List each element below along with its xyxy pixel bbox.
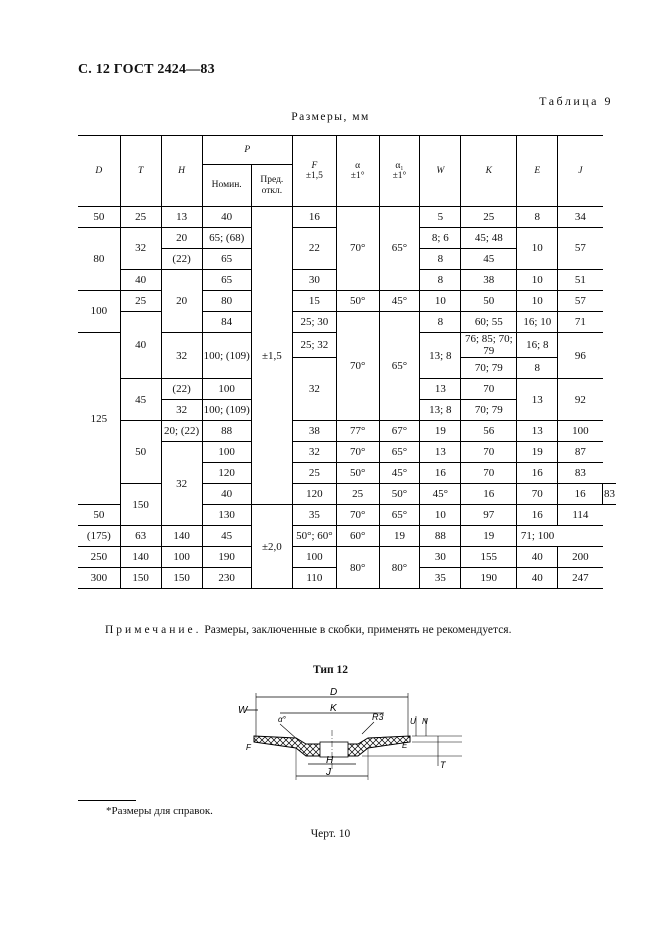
wheel-drawing [232, 686, 464, 792]
table-cell: 56 [461, 421, 517, 442]
table-cell: 57 [558, 291, 603, 312]
header-F: F ±1,5 [292, 136, 336, 207]
table-cell: 20; (22) [161, 421, 202, 442]
table-cell: 51 [558, 270, 603, 291]
table-cell: 70° [336, 442, 379, 463]
table-cell: 200 [558, 547, 603, 568]
table-cell: 50° [336, 291, 379, 312]
table-cell: 15 [292, 291, 336, 312]
label-T: T [440, 760, 446, 770]
table-cell: 30 [420, 547, 461, 568]
table-label: Таблица 9 [539, 94, 613, 108]
table-cell: 50° [379, 484, 420, 505]
table-cell: 80 [78, 228, 120, 291]
label-R3: R3 [372, 712, 384, 722]
table-cell: 70° [336, 505, 379, 526]
table-cell: 25; 32 [292, 333, 336, 358]
table-cell: 16 [420, 463, 461, 484]
table-cell: 83 [603, 484, 617, 505]
label-E: E [402, 741, 408, 750]
table-cell: 5 [420, 207, 461, 228]
table-cell: 300 [78, 568, 120, 589]
table-cell: 120 [202, 463, 251, 484]
table-cell: 38 [292, 421, 336, 442]
table-cell: 70° [336, 312, 379, 421]
table-cell: 60; 55 [461, 312, 517, 333]
table-cell: 13 [161, 207, 202, 228]
table-cell: 25 [461, 207, 517, 228]
table-cell: 114 [558, 505, 603, 526]
table-row [78, 291, 616, 312]
table-cell: 45 [120, 379, 161, 421]
table-cell: 13 [517, 379, 558, 421]
table-cell: 100 [292, 547, 336, 568]
table-cell: 40 [202, 207, 251, 228]
header-alpha: α ±1° [336, 136, 379, 207]
table-cell: 65° [379, 207, 420, 291]
header-K: K [461, 136, 517, 207]
table-cell: 130 [202, 505, 251, 526]
table-cell: 140 [120, 547, 161, 568]
header-alpha1: α₁ ±1° [379, 136, 420, 207]
table-cell: 19 [379, 526, 420, 547]
footnote: *Размеры для справок. [106, 805, 213, 817]
bore [320, 742, 348, 757]
header-D: D [78, 136, 120, 207]
table-cell: 88 [420, 526, 461, 547]
table-cell: 96 [558, 333, 603, 379]
table-cell: 60° [336, 526, 379, 547]
table-cell: 16 [517, 463, 558, 484]
table-row [78, 526, 616, 547]
table-cell: 45 [202, 526, 251, 547]
table-cell: 40 [120, 270, 161, 291]
table-cell: 8 [420, 270, 461, 291]
table-cell: 16; 8 [517, 333, 558, 358]
table-cell: 50 [461, 291, 517, 312]
table-cell: ±2,0 [251, 505, 292, 589]
table-cell: 83 [558, 463, 603, 484]
header-P-nominal: Номин. [202, 165, 251, 207]
table-cell: 40 [517, 568, 558, 589]
table-cell: 32 [292, 358, 336, 421]
table-row [78, 207, 616, 228]
table-cell: 34 [558, 207, 603, 228]
table-cell: 25 [336, 484, 379, 505]
label-F: F [246, 743, 251, 752]
label-J: J [326, 767, 331, 778]
table-cell: 10 [517, 228, 558, 270]
table-cell: 10 [517, 291, 558, 312]
table-cell: 100 [202, 442, 251, 463]
table-cell: 16 [558, 484, 603, 505]
header-W: W [420, 136, 461, 207]
table-cell: 63 [120, 526, 161, 547]
table-cell: 13 [420, 442, 461, 463]
table-cell: 45; 48 [461, 228, 517, 249]
table-cell: 25 [292, 463, 336, 484]
table-cell: 40 [202, 484, 251, 505]
table-cell: 32 [120, 228, 161, 270]
table-cell: 77° [336, 421, 379, 442]
label-N: N [422, 717, 428, 726]
table-cell: 25 [120, 291, 161, 312]
table-cell: 13 [420, 379, 461, 400]
table-cell: 16; 10 [517, 312, 558, 333]
table-cell: (175) [78, 526, 120, 547]
table-cell: 32 [161, 333, 202, 379]
label-U: U [410, 717, 416, 726]
table-cell: 100; (109) [202, 333, 251, 379]
table-row [78, 484, 616, 505]
table-cell: 100 [202, 379, 251, 400]
table-cell: 67° [379, 421, 420, 442]
table-cell: 230 [202, 568, 251, 589]
table-cell: 19 [517, 442, 558, 463]
table-cell: 70 [461, 379, 517, 400]
table-cell: 50 [120, 421, 161, 484]
table-cell: 50°; 60° [292, 526, 336, 547]
table-cell: 84 [202, 312, 251, 333]
table-cell: 70; 79 [461, 400, 517, 421]
table-cell: 70 [517, 484, 558, 505]
table-cell: 32 [292, 442, 336, 463]
table-cell: 13 [517, 421, 558, 442]
table-cell: 80° [336, 547, 379, 589]
label-K: K [330, 703, 337, 714]
table-cell: 250 [78, 547, 120, 568]
table-cell: 110 [292, 568, 336, 589]
table-cell: 40 [120, 312, 161, 379]
table-row [78, 312, 616, 333]
table-cell: 100 [558, 421, 603, 442]
table-cell: 10 [420, 291, 461, 312]
table-cell: 32 [161, 442, 202, 526]
header-P: P [202, 136, 292, 165]
table-cell: 140 [161, 526, 202, 547]
label-D: D [330, 687, 338, 698]
table-cell: (22) [161, 379, 202, 400]
table-cell: 8 [517, 207, 558, 228]
table-cell: 10 [420, 505, 461, 526]
table-cell: 35 [420, 568, 461, 589]
table-cell: 65° [379, 312, 420, 421]
note-lead: Примечание. [105, 624, 202, 636]
table-cell: 150 [120, 568, 161, 589]
table-cell: 100 [161, 547, 202, 568]
table-cell: 22 [292, 228, 336, 270]
table-cell: 45° [379, 463, 420, 484]
header-H: H [161, 136, 202, 207]
table-cell: 71 [558, 312, 603, 333]
table-cell: 155 [461, 547, 517, 568]
table-cell: 76; 85; 70; 79 [461, 333, 517, 358]
table-cell: 80 [202, 291, 251, 312]
table-cell: 13; 8 [420, 400, 461, 421]
table-cell: 88 [202, 421, 251, 442]
table-cell: 57 [558, 228, 603, 270]
table-cell: ±1,5 [251, 207, 292, 505]
table-cell: 16 [292, 207, 336, 228]
table-cell: 13; 8 [420, 333, 461, 379]
table-row [78, 547, 616, 568]
table-cell: 50 [78, 207, 120, 228]
table-cell: 70 [461, 463, 517, 484]
table-cell: 8 [420, 312, 461, 333]
table-cell: 16 [517, 505, 558, 526]
label-angles: α° [278, 715, 286, 724]
footnote-divider [78, 800, 136, 801]
header-T: T [120, 136, 161, 207]
table-cell: 70° [336, 207, 379, 291]
table-cell: 32 [161, 400, 202, 421]
table-cell: 20 [161, 270, 202, 333]
table-cell: 65 [202, 270, 251, 291]
figure-title: Тип 12 [312, 664, 348, 676]
table-cell: 70 [461, 442, 517, 463]
figure-caption: Черт. 10 [310, 828, 351, 840]
table-cell: 35 [292, 505, 336, 526]
table-cell: 87 [558, 442, 603, 463]
header-E: E [517, 136, 558, 207]
table-cell: 65° [379, 442, 420, 463]
table-cell: (22) [161, 249, 202, 270]
table-cell: 65° [379, 505, 420, 526]
table-cell: 190 [202, 547, 251, 568]
table-cell: 10 [517, 270, 558, 291]
note-text: Размеры, заключенные в скобки, применять не рекомендуется. [201, 624, 512, 636]
table-cell: 190 [461, 568, 517, 589]
header-P-deviation: Пред. откл. [251, 165, 292, 207]
table-cell: 65 [202, 249, 251, 270]
table-cell: 8 [517, 358, 558, 379]
page-header: С. 12 ГОСТ 2424—83 [78, 62, 215, 77]
header-J: J [558, 136, 603, 207]
table-cell: 25; 30 [292, 312, 336, 333]
table-cell: 92 [558, 379, 603, 421]
table-cell: 8 [420, 249, 461, 270]
dimensions-table [78, 135, 616, 589]
table-cell: 247 [558, 568, 603, 589]
table-cell: 150 [120, 484, 161, 526]
label-W: W [238, 705, 248, 716]
table-subtitle: Размеры, мм [291, 111, 370, 123]
table-cell: 70; 79 [461, 358, 517, 379]
table-cell: 38 [461, 270, 517, 291]
table-cell: 19 [461, 526, 517, 547]
table-cell: 20 [161, 228, 202, 249]
table-cell: 125 [78, 333, 120, 505]
table-cell: 65; (68) [202, 228, 251, 249]
table-cell: 8; 6 [420, 228, 461, 249]
table-cell: 40 [517, 547, 558, 568]
table-cell: 45° [379, 291, 420, 312]
table-cell: 50 [78, 505, 120, 526]
table-cell: 100; (109) [202, 400, 251, 421]
table-cell: 16 [461, 484, 517, 505]
table-note [105, 624, 511, 636]
table-cell: 120 [292, 484, 336, 505]
label-H: H [326, 755, 334, 766]
table-cell: 80° [379, 547, 420, 589]
table-cell: 97 [461, 505, 517, 526]
table-cell: 25 [120, 207, 161, 228]
table-cell: 45° [420, 484, 461, 505]
table-cell: 30 [292, 270, 336, 291]
table-cell: 19 [420, 421, 461, 442]
table-cell: 150 [161, 568, 202, 589]
table-cell: 50° [336, 463, 379, 484]
table-cell: 45 [461, 249, 517, 270]
table-cell: 71; 100 [517, 526, 558, 547]
table-cell: 100 [78, 291, 120, 333]
table-row [78, 421, 616, 442]
